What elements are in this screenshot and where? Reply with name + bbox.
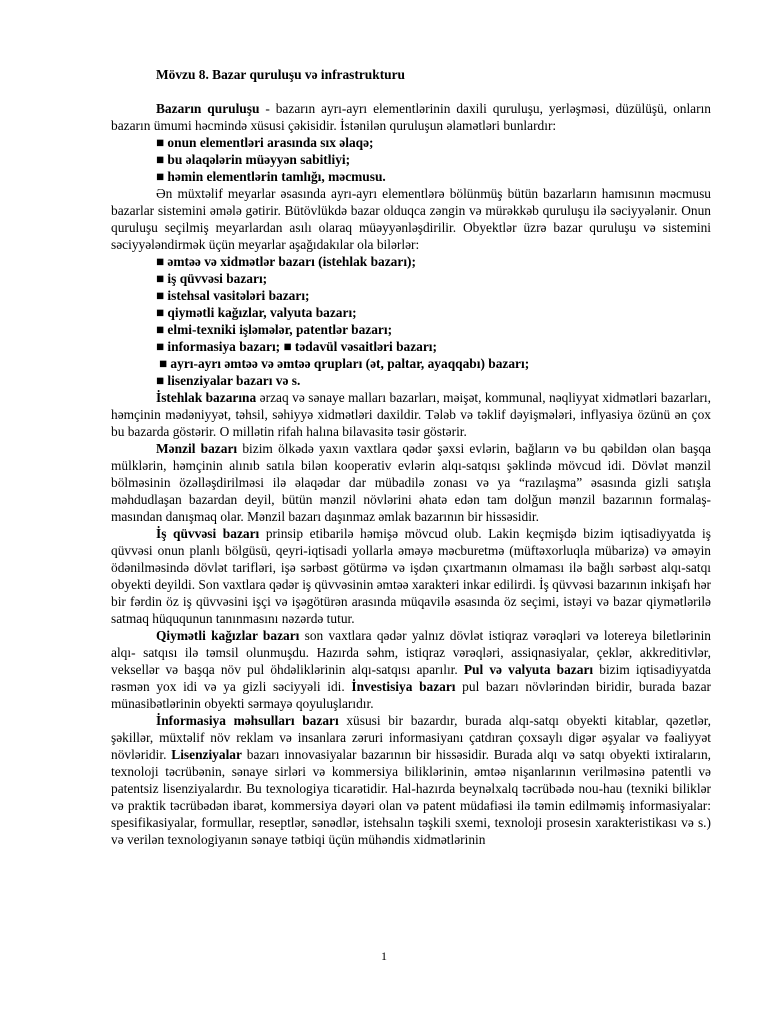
consumer-market-paragraph — [111, 389, 711, 440]
feature-item: ■ həmin elementlərin tamlığı, məcmusu. — [156, 169, 386, 184]
market-type-item: ■ qiymətli kağızlar, valyuta bazarı; — [156, 305, 357, 320]
page-body — [111, 66, 711, 848]
securities-market-text: son vaxtlara qədər yalnız dövlət istiqraz vərəqləri və lotereya biletlərinin alqı- satqısı ilə təmsil olunmuşdu. Hazırda səhm, istiqraz vərəqləri, assiqnasiyalar, çeklər, akkreditivlər, veksellər və başqa növ pul öhdəliklərinin alqı-satqısı aparılır. — [111, 628, 711, 677]
feature-item: ■ bu əlaqələrin müəyyən sabitliyi; — [156, 152, 351, 167]
securities-market-term: Qiymətli kağızlar bazarı — [156, 628, 300, 643]
investment-market-text: pul bazarı növlərindən biridir, burada bazar münasibətlərinin obyekti sərmayə qoyuluşlarıdır. — [111, 679, 711, 711]
investment-market-term: İnvestisiya bazarı — [351, 679, 456, 694]
information-market-term: İnformasiya məhsulları bazarı — [156, 713, 339, 728]
market-type-item: ■ istehsal vasitələri bazarı; — [156, 288, 310, 303]
housing-market-paragraph — [111, 440, 711, 525]
labor-market-text: prinsip etibarilə həmişə mövcud olub. Lakin keçmişdə bizim iqtisadiyyatda iş qüvvəsi onun planlı bölgüsü, qeyri-iqtisadi yollarla əməyə məcburetmə (müftəxorluqla mübarizə) və əməyin ödənilməsində dövlət tarifləri, işə sərbəst götürmə və işdən çıxartmanın olmaması ilə bağlı sərbəst alqı-satqı obyekti deyildi. Son vaxtlara qədər iş qüvvəsinin əmtəə xarakteri inkar edilirdi. İş qüvvəsi bazarının inkişafı hər bir fərdin öz iş qüvvəsini işçi və işəgötürən arasında müqavilə əsasında öz seçimi, istəyi və bazar qiymətlərilə satmaq hüququnun tanınmasını nəzərdə tutur. — [111, 526, 711, 626]
labor-market-term: İş qüvvəsi bazarı — [156, 526, 260, 541]
consumer-market-term: İstehlak bazarına — [156, 390, 257, 405]
intro-paragraph — [111, 100, 711, 134]
consumer-market-text: ərzaq və sənaye malları bazarları, məişət, kommunal, nəqliyyat xidmətləri bazarları, həmçinin mədəniyyət, təhsil, səhiyyə xidmətləri daxildir. Tələb və təklif dəyişmələri, inflyasiya özünü ən çox bu bazarda göstərir. O millətin rifah halına bilavasitə təsir göstərir. — [111, 390, 711, 439]
intro-term: Bazarın quruluşu — [156, 101, 260, 116]
money-currency-market-text: bizim iqtisadiyyatda rəsmən yox idi və ya gizli səciyyəli idi. — [111, 662, 712, 694]
feature-item: ■ onun elementləri arasında sıx əlaqə; — [156, 135, 374, 150]
securities-market-paragraph — [111, 627, 711, 712]
money-currency-market-term: Pul və valyuta bazarı — [463, 662, 594, 677]
market-type-item: ■ əmtəə və xidmətlər bazarı (istehlak bazarı); — [156, 254, 416, 269]
page-number: 1 — [381, 949, 387, 963]
market-type-item: ■ ayrı-ayrı əmtəə və əmtəə qrupları (ət, paltar, ayaqqabı) bazarı; — [159, 356, 530, 371]
market-type-item: ■ elmi-texniki işləmələr, patentlər bazarı; — [156, 322, 393, 337]
information-market-paragraph — [111, 712, 711, 848]
housing-market-term: Mənzil bazarı — [156, 441, 238, 456]
information-market-text: xüsusi bir bazardır, burada alqı-satqı obyekti kitablar, qəzetlər, şəkillər, müxtəlif növ reklam və insanlara zəruri informasiyanı çatdıran çoxsaylı digər əşyalar və fəaliyyət növləridir. — [111, 713, 711, 762]
housing-market-text: bizim ölkədə yaxın vaxtlara qədər şəxsi evlərin, bağların və bu qəbildən olan başqa mülklərin, həmçinin alınıb satıla bilən kooperativ evlərin alqı-satqısı şəklində mövcud idi. Dövlət mənzil bölməsinin özəlləşdirilməsi ilə əlaqədar dar mübadilə zonası və ya “razılaşma” əsasında gizli satışla məhdudlaşan bazardan deyil, bütün mənzil növlərini əhatə edən tam dolğun mənzil bazarının formalaş-masından danışmaq olar. Mənzil bazarı daşınmaz əmlak bazarının bir hissəsidir. — [111, 441, 711, 524]
licenses-text: bazarı innovasiyalar bazarının bir hissəsidir. Burada alqı və satqı obyekti ixtiraların, texnoloji təcrübənin, sənaye sirləri və kommersiya biliklərinin, əmtəə nişanlarının verilməsinə patentli və patentsiz lisenziyalardır. Bu texnologiya ticarətidir. Hal-hazırda beynəlxalq təcrübədə nou-hau (texniki biliklər və praktik təcrübədən ibarət, kommersiya dəyəri olan və patent müdafiəsi ilə təmin edilməmiş informasiyalar: spesifikasiyalar, formullar, reseptlər, sənədlər, istehsalın təşkili sxemi, texnoloji prosesin xarakteristikası və s.) və verilən texnologiyanın sənaye tətbiqi üçün mühəndis xidmətlərinin — [111, 747, 711, 847]
market-type-item: ■ informasiya bazarı; ■ tədavül vəsaitləri bazarı; — [156, 339, 437, 354]
classification-paragraph: Ən müxtəlif meyarlar əsasında ayrı-ayrı elementlərə bölünmüş bütün bazarların hamısının məcmusu bazarlar sistemini əmələ gətirir. Bütövlükdə bazar olduqca zəngin və mürəkkəb quruluşu ilə səciyyələnir. Onun quruluşu seçilmiş meyarlardan asılı olaraq müəyyənləşdirilir. Obyektlər üzrə bazar quruluşu və sistemini səciyyələndirmək üçün meyarlar aşağıdakılar ola bilərlər: — [111, 186, 711, 252]
intro-text: - bazarın ayrı-ayrı elementlərinin daxili quruluşu, yerləşməsi, düzülüşü, onların bazarın ümumi həcmində xüsusi çəkisidir. İstənilən quruluşun əlamətləri bunlardır: — [111, 101, 711, 133]
market-type-item: ■ iş qüvvəsi bazarı; — [156, 271, 268, 286]
licenses-term: Lisenziyalar — [171, 747, 242, 762]
market-type-item: ■ lisenziyalar bazarı və s. — [156, 373, 301, 388]
labor-market-paragraph — [111, 525, 711, 627]
page-title: Mövzu 8. Bazar quruluşu və infrastrukturu — [156, 67, 405, 82]
